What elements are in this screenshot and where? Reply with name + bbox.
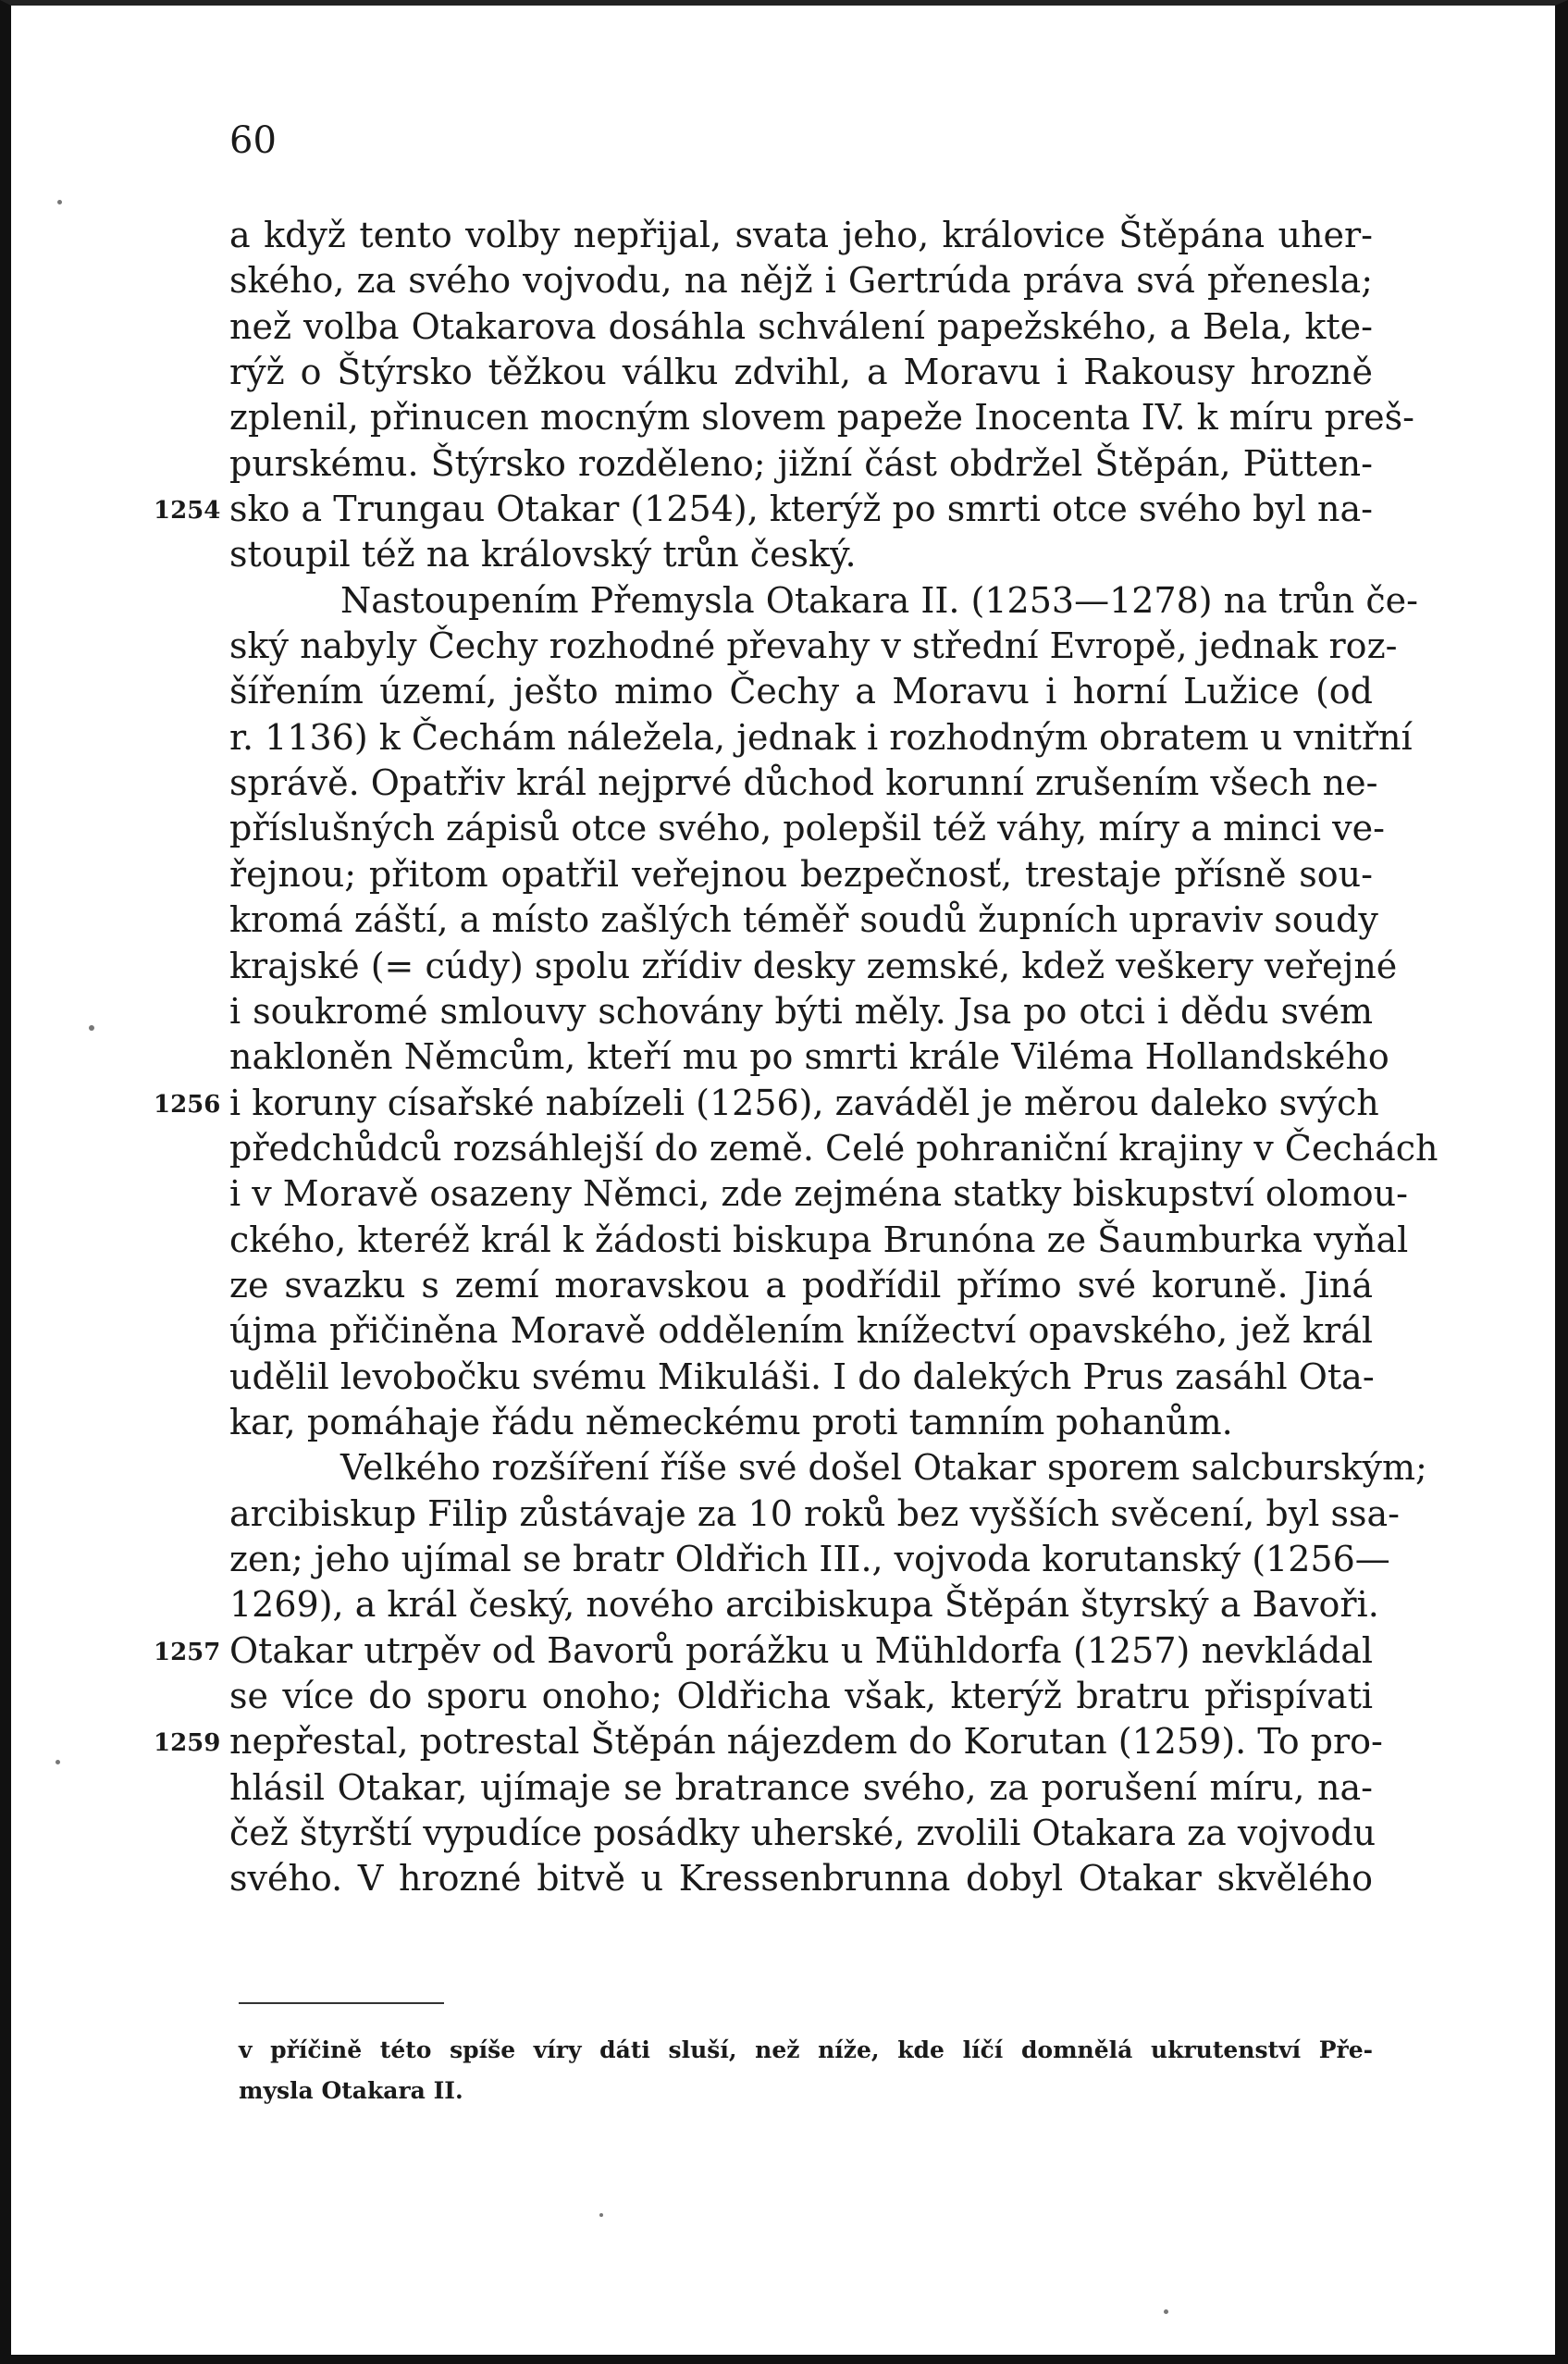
line-text: ského, za svého vojvodu, na nějž i Gertrúda práva svá přenesla; bbox=[229, 260, 1373, 302]
line-text: řejnou; přitom opatřil veřejnou bezpečnosť, trestaje přísně sou- bbox=[229, 853, 1373, 895]
scan-speck bbox=[56, 1760, 60, 1764]
line-text: než volba Otakarova dosáhla schválení papežského, a Bela, kte- bbox=[229, 305, 1373, 347]
text-line bbox=[154, 1081, 1379, 1126]
text-line bbox=[229, 258, 1373, 303]
text-line bbox=[229, 532, 1373, 577]
scan-speck bbox=[1164, 2309, 1168, 2314]
line-text: hlásil Otakar, ujímaje se bratrance svého, za porušení míru, na- bbox=[229, 1766, 1373, 1808]
line-text: purskému. Štýrsko rozděleno; jižní část obdržel Štěpán, Pütten- bbox=[229, 442, 1373, 484]
text-line bbox=[229, 578, 1418, 624]
text-line bbox=[229, 761, 1378, 806]
text-line bbox=[154, 487, 1373, 532]
page-number: 60 bbox=[229, 119, 277, 162]
line-text: i v Moravě osazeny Němci, zde zejména statky biskupství olomou- bbox=[229, 1173, 1408, 1215]
text-line bbox=[229, 350, 1373, 395]
text-line bbox=[229, 1674, 1373, 1719]
line-text: 1269), a král český, nového arcibiskupa Štěpán štyrský a Bavoři. bbox=[229, 1584, 1379, 1626]
line-text: rýž o Štýrsko těžkou válku zdvihl, a Moravu i Rakousy hrozně bbox=[229, 352, 1373, 393]
line-text: a když tento volby nepřijal, svata jeho, královice Štěpána uher- bbox=[229, 215, 1373, 255]
margin-year: 1259 bbox=[154, 1729, 221, 1758]
text-line bbox=[229, 441, 1373, 487]
text-line bbox=[229, 1034, 1389, 1080]
footnote-line: v příčině této spíše víry dáti sluší, než níže, kde líčí domnělá ukrutenství Pře- bbox=[239, 2036, 1373, 2063]
line-text: příslušných zápisů otce svého, polepšil též váhy, míry a minci ve- bbox=[229, 808, 1385, 849]
text-line bbox=[229, 944, 1398, 989]
main-text bbox=[154, 213, 1438, 1902]
line-text: kar, pomáhaje řádu německému proti tamním pohanům. bbox=[229, 1401, 1233, 1442]
text-line bbox=[229, 715, 1413, 761]
text-line bbox=[229, 1126, 1438, 1171]
text-line bbox=[229, 669, 1373, 714]
text-line bbox=[229, 1582, 1379, 1628]
text-line bbox=[229, 624, 1398, 669]
text-line bbox=[229, 1308, 1373, 1354]
text-line bbox=[229, 1355, 1373, 1400]
text-line bbox=[229, 989, 1373, 1034]
text-line bbox=[154, 1628, 1373, 1674]
line-text: udělil levobočku svému Mikuláši. I do dalekých Prus zasáhl Ota- bbox=[229, 1355, 1375, 1397]
scan-speck bbox=[89, 1025, 94, 1031]
scan-speck bbox=[57, 200, 62, 204]
footnote-line: mysla Otakara II. bbox=[239, 2077, 463, 2104]
line-text: krajské (= cúdy) spolu zřídiv desky zemské, kdež veškery veřejné bbox=[229, 945, 1398, 986]
margin-year: 1254 bbox=[154, 497, 221, 526]
line-text: ckého, kteréž král k žádosti biskupa Brunóna ze Šaumburka vyňal bbox=[229, 1219, 1409, 1260]
text-line bbox=[229, 395, 1414, 440]
line-text: sko a Trungau Otakar (1254), kterýž po smrti otce svého byl na- bbox=[229, 489, 1373, 530]
line-text: r. 1136) k Čechám náležela, jednak i rozhodným obratem u vnitřní bbox=[229, 716, 1413, 758]
line-text: šířením území, ješto mimo Čechy a Moravu i horní Lužice (od bbox=[229, 671, 1373, 712]
line-text: svého. V hrozné bitvě u Kressenbrunna dobyl Otakar skvělého bbox=[229, 1858, 1373, 1900]
text-line bbox=[229, 1765, 1373, 1811]
line-text: stoupil též na královský trůn český. bbox=[229, 534, 857, 576]
line-text: nakloněn Němcům, kteří mu po smrti krále Viléma Hollandského bbox=[229, 1036, 1389, 1078]
text-line bbox=[229, 1445, 1427, 1491]
footnote-rule bbox=[239, 2002, 444, 2004]
text-line bbox=[229, 1491, 1400, 1537]
text-line bbox=[229, 1537, 1390, 1582]
line-text: Velkého rozšíření říše své došel Otakar sporem salcburským; bbox=[340, 1447, 1427, 1489]
text-line bbox=[229, 213, 1373, 258]
text-line bbox=[154, 1719, 1383, 1764]
line-text: i soukromé smlouvy schovány býti měly. Jsa po otci i dědu svém bbox=[229, 990, 1373, 1032]
footnote bbox=[239, 2030, 1373, 2111]
line-text: Otakar utrpěv od Bavorů porážku u Mühldorfa (1257) nevkládal bbox=[229, 1629, 1373, 1671]
line-text: ský nabyly Čechy rozhodné převahy v střední Evropě, jednak roz- bbox=[229, 625, 1398, 667]
line-text: ze svazku s zemí moravskou a podřídil přímo své koruně. Jiná bbox=[229, 1264, 1373, 1306]
line-text: i koruny císařské nabízeli (1256), zaváděl je měrou daleko svých bbox=[229, 1082, 1379, 1123]
margin-year: 1257 bbox=[154, 1638, 221, 1666]
text-line bbox=[229, 1400, 1373, 1445]
text-line bbox=[229, 806, 1385, 851]
margin-year: 1256 bbox=[154, 1090, 221, 1119]
text-line bbox=[229, 1171, 1408, 1217]
line-text: čež štyrští vypudíce posádky uherské, zvolili Otakara za vojvodu bbox=[229, 1813, 1377, 1854]
line-text: zplenil, přinucen mocným slovem papeže Inocenta IV. k míru preš- bbox=[229, 397, 1414, 439]
text-line bbox=[229, 852, 1373, 897]
text-line bbox=[229, 897, 1378, 943]
text-line bbox=[229, 304, 1373, 350]
line-text: kromá záští, a místo zašlých téměř soudů župních upraviv soudy bbox=[229, 899, 1378, 941]
line-text: újma přičiněna Moravě oddělením knížectví opavského, jež král bbox=[229, 1310, 1373, 1352]
text-line bbox=[229, 1856, 1373, 1901]
line-text: předchůdců rozsáhlejší do země. Celé pohraniční krajiny v Čechách bbox=[229, 1127, 1438, 1169]
text-line bbox=[229, 1811, 1377, 1856]
line-text: zen; jeho ujímal se bratr Oldřich III., vojvoda korutanský (1256— bbox=[229, 1538, 1390, 1579]
line-text: arcibiskup Filip zůstávaje za 10 roků bez vyšších svěcení, byl ssa- bbox=[229, 1492, 1400, 1534]
text-line bbox=[229, 1263, 1373, 1308]
text-line bbox=[229, 1218, 1409, 1263]
line-text: nepřestal, potrestal Štěpán nájezdem do Korutan (1259). To pro- bbox=[229, 1721, 1383, 1763]
line-text: Nastoupením Přemysla Otakara II. (1253—1278) na trůn če- bbox=[340, 579, 1418, 621]
line-text: správě. Opatřiv král nejprvé důchod korunní zrušením všech ne- bbox=[229, 762, 1378, 804]
line-text: se více do sporu onoho; Oldřicha však, kterýž bratru přispívati bbox=[229, 1676, 1373, 1716]
scan-speck bbox=[599, 2213, 603, 2217]
